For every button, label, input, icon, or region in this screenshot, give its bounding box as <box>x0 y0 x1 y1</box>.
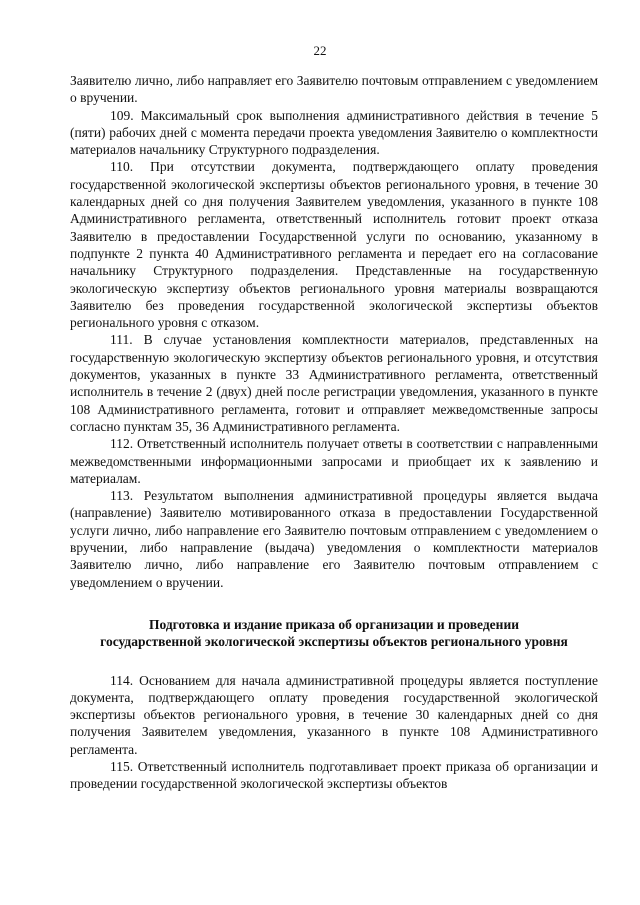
paragraph-110: 110. При отсутствии документа, подтверждающего оплату проведения государственной экологической экспертизы объектов регионального уровня, в течение 30 календарных дней со дня получения Заявителем уведомления, указанного в пункте 108 Административного регламента, ответственный исполнитель готовит проект отказа Заявителю в предоставлении Государственной услуги по основанию, указанному в подпункте 2 пункта 40 Административного регламента и передает его на согласование начальнику Структурного подразделения. Представленные на государственную экологическую экспертизу объектов регионального уровня материалы возвращаются Заявителю без проведения государственной экологической экспертизы объектов регионального уровня с отказом. <box>70 159 598 331</box>
section-heading <box>70 616 598 651</box>
paragraph-112: 112. Ответственный исполнитель получает ответы в соответствии с направленными межведомственными информационными запросами и приобщает их к заявлению и материалам. <box>70 436 598 486</box>
document-body <box>70 72 598 793</box>
section-heading-line-1: Подготовка и издание приказа об организации и проведении <box>148 616 520 632</box>
paragraph-113: 113. Результатом выполнения административной процедуры является выдача (направление) Заявителю мотивированного отказа в предоставлении Государственной услуги лично, либо направление его Заявителю почтовым отправлением с уведомлением о вручении, либо направление (выдача) уведомления о комплектности материалов Заявителю лично, либо направление его Заявителю почтовым отправлением с уведомлением о вручении. <box>70 488 598 590</box>
paragraph-continuation: Заявителю лично, либо направляет его Заявителю почтовым отправлением с уведомлением о вручении. <box>70 73 598 106</box>
paragraph-114: 114. Основанием для начала административной процедуры является поступление документа, подтверждающего оплату проведения государственной экологической экспертизы объектов регионального уровня, в течение 30 календарных дней со дня получения Заявителем уведомления, указанного в пункте 108 Административного регламента. <box>70 672 598 757</box>
paragraph-115: 115. Ответственный исполнитель подготавливает проект приказа об организации и проведении государственной экологической экспертизы объектов <box>70 758 598 792</box>
section-heading-line-2: государственной экологической экспертизы объектов регионального уровня <box>100 634 568 650</box>
paragraph-109: 109. Максимальный срок выполнения административного действия в течение 5 (пяти) рабочих дней с момента передачи проекта уведомления Заявителю о комплектности материалов начальнику Структурного подразделения. <box>70 107 598 158</box>
page-number: 22 <box>313 43 327 58</box>
paragraph-111: 111. В случае установления комплектности материалов, представленных на государственную экологическую экспертизу объектов регионального уровня, и отсутствия документов, указанных в пункте 33 Административного регламента, ответственный исполнитель в течение 2 (двух) дней после регистрации уведомления, указанного в пункте 108 Административного регламента, готовит и отправляет межведомственные запросы согласно пунктам 35, 36 Административного регламента. <box>70 332 598 434</box>
